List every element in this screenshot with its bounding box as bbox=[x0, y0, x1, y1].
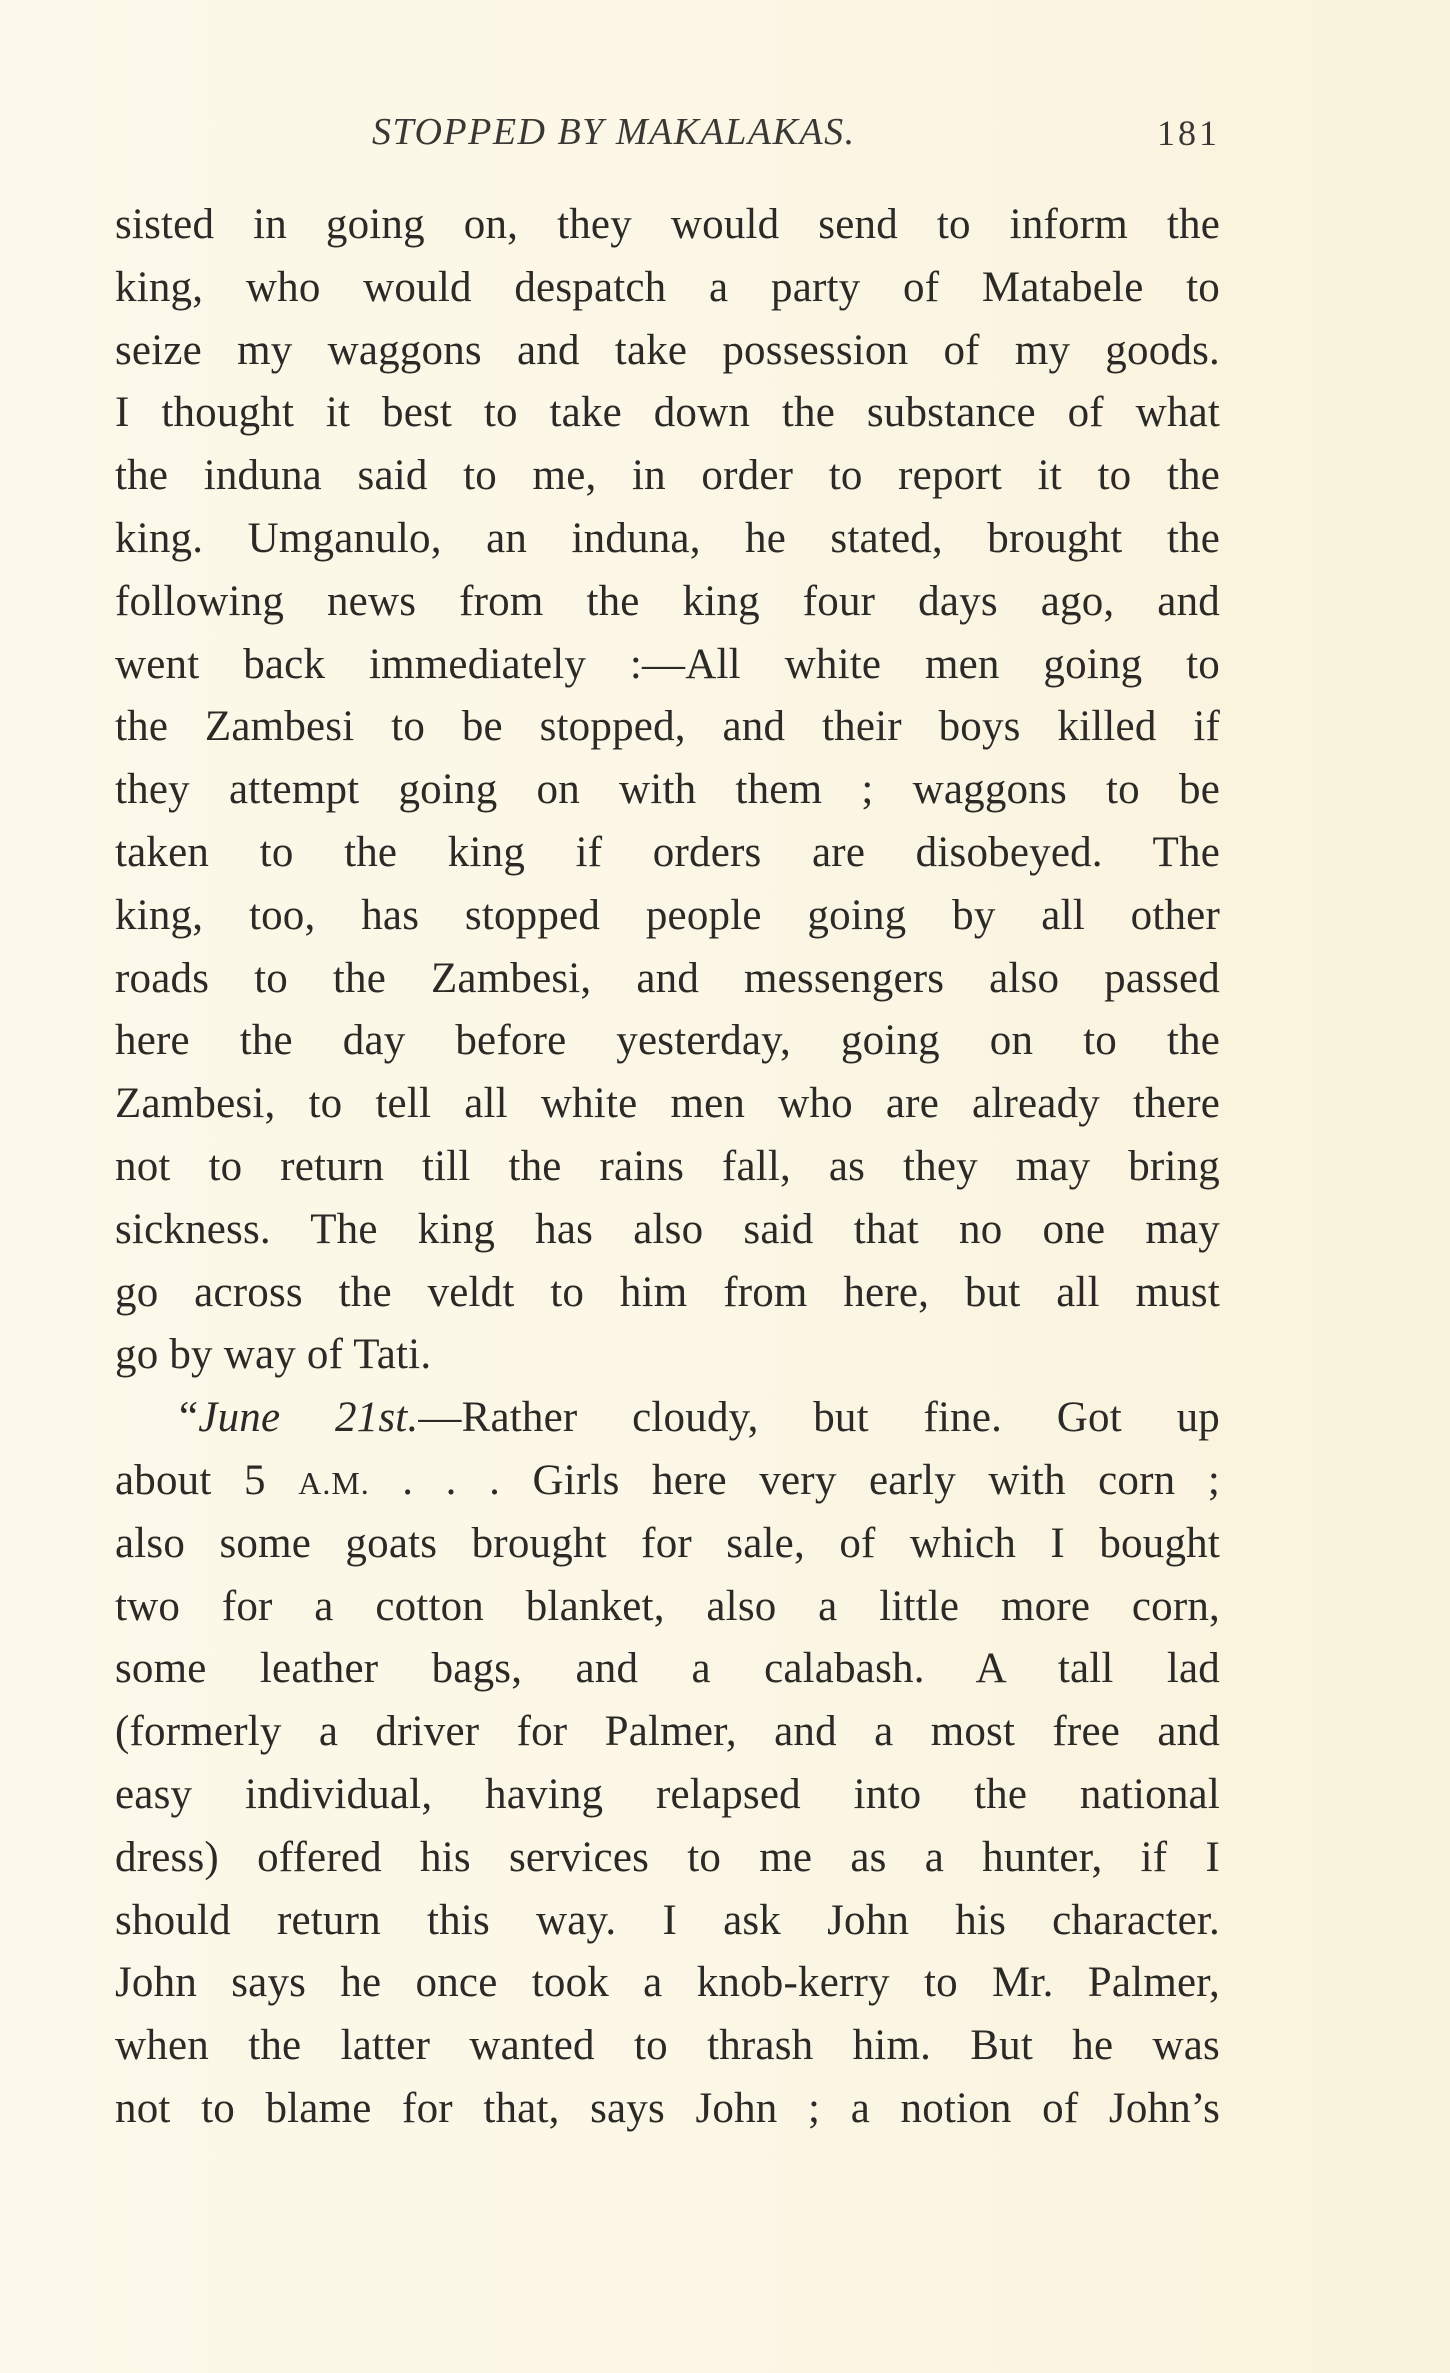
text-line: some leather bags, and a calabash. A tall lad bbox=[115, 1645, 1220, 1693]
text-line: easy individual, having relapsed into the national bbox=[115, 1770, 1220, 1818]
text-line: two for a cotton blanket, also a little more corn, bbox=[115, 1582, 1220, 1630]
text-line: the induna said to me, in order to report it to the bbox=[115, 452, 1220, 500]
text-line: go by way of Tati. bbox=[115, 1331, 432, 1379]
open-quote: “ bbox=[179, 1394, 199, 1442]
text-line: king, who would despatch a party of Matabele to bbox=[115, 263, 1220, 311]
text-line: sisted in going on, they would send to inform the bbox=[115, 201, 1220, 248]
text-line: king, too, has stopped people going by all other bbox=[115, 891, 1220, 939]
entry-line-date bbox=[115, 1387, 1220, 1450]
page-number: 181 bbox=[1157, 113, 1220, 153]
text-line: when the latter wanted to thrash him. But he was bbox=[115, 2022, 1220, 2070]
entry-time-rest: . . . Girls here very early with corn ; bbox=[369, 1456, 1220, 1504]
text-line: they attempt going on with them ; waggons to be bbox=[115, 766, 1220, 814]
text-line: I thought it best to take down the substance of what bbox=[115, 389, 1220, 437]
text-line: went back immediately :—All white men going to bbox=[115, 640, 1220, 688]
text-line: taken to the king if orders are disobeyed. The bbox=[115, 828, 1220, 876]
text-line: should return this way. I ask John his character. bbox=[115, 1896, 1220, 1944]
running-head bbox=[115, 110, 1220, 170]
text-line: not to blame for that, says John ; a notion of John’s bbox=[115, 2084, 1220, 2132]
text-line: go across the veldt to him from here, but all must bbox=[115, 1268, 1220, 1316]
entry-text: —Rather cloudy, but fine. Got up bbox=[418, 1394, 1220, 1442]
text-line: the Zambesi to be stopped, and their boys killed if bbox=[115, 703, 1220, 751]
body-text bbox=[115, 194, 1220, 2141]
paragraph-1 bbox=[115, 194, 1220, 1387]
text-line: seize my waggons and take possession of my goods. bbox=[115, 326, 1220, 374]
text-line: king. Umganulo, an induna, he stated, brought the bbox=[115, 514, 1220, 562]
text-line: following news from the king four days ago, and bbox=[115, 577, 1220, 625]
text-line: roads to the Zambesi, and messengers also passed bbox=[115, 954, 1220, 1002]
text-line: Zambesi, to tell all white men who are already there bbox=[115, 1080, 1220, 1128]
entry-line-time bbox=[115, 1450, 1220, 1513]
text-line: dress) offered his services to me as a hunter, if I bbox=[115, 1833, 1220, 1881]
text-line: John says he once took a knob-kerry to Mr. Palmer, bbox=[115, 1959, 1220, 2007]
text-line: not to return till the rains fall, as they may bring bbox=[115, 1142, 1220, 1190]
paragraph-2 bbox=[115, 1513, 1220, 2141]
text-line: also some goats brought for sale, of which I bought bbox=[115, 1519, 1220, 1567]
text-line: sickness. The king has also said that no one may bbox=[115, 1205, 1220, 1253]
running-title: STOPPED BY MAKALAKAS. bbox=[372, 111, 856, 153]
text-line: (formerly a driver for Palmer, and a most free and bbox=[115, 1708, 1220, 1756]
entry-date: June 21st. bbox=[198, 1394, 419, 1442]
entry-time-prefix: about 5 bbox=[115, 1456, 299, 1504]
text-line: here the day before yesterday, going on to the bbox=[115, 1017, 1220, 1065]
entry-time-am: A.M. bbox=[298, 1464, 370, 1501]
